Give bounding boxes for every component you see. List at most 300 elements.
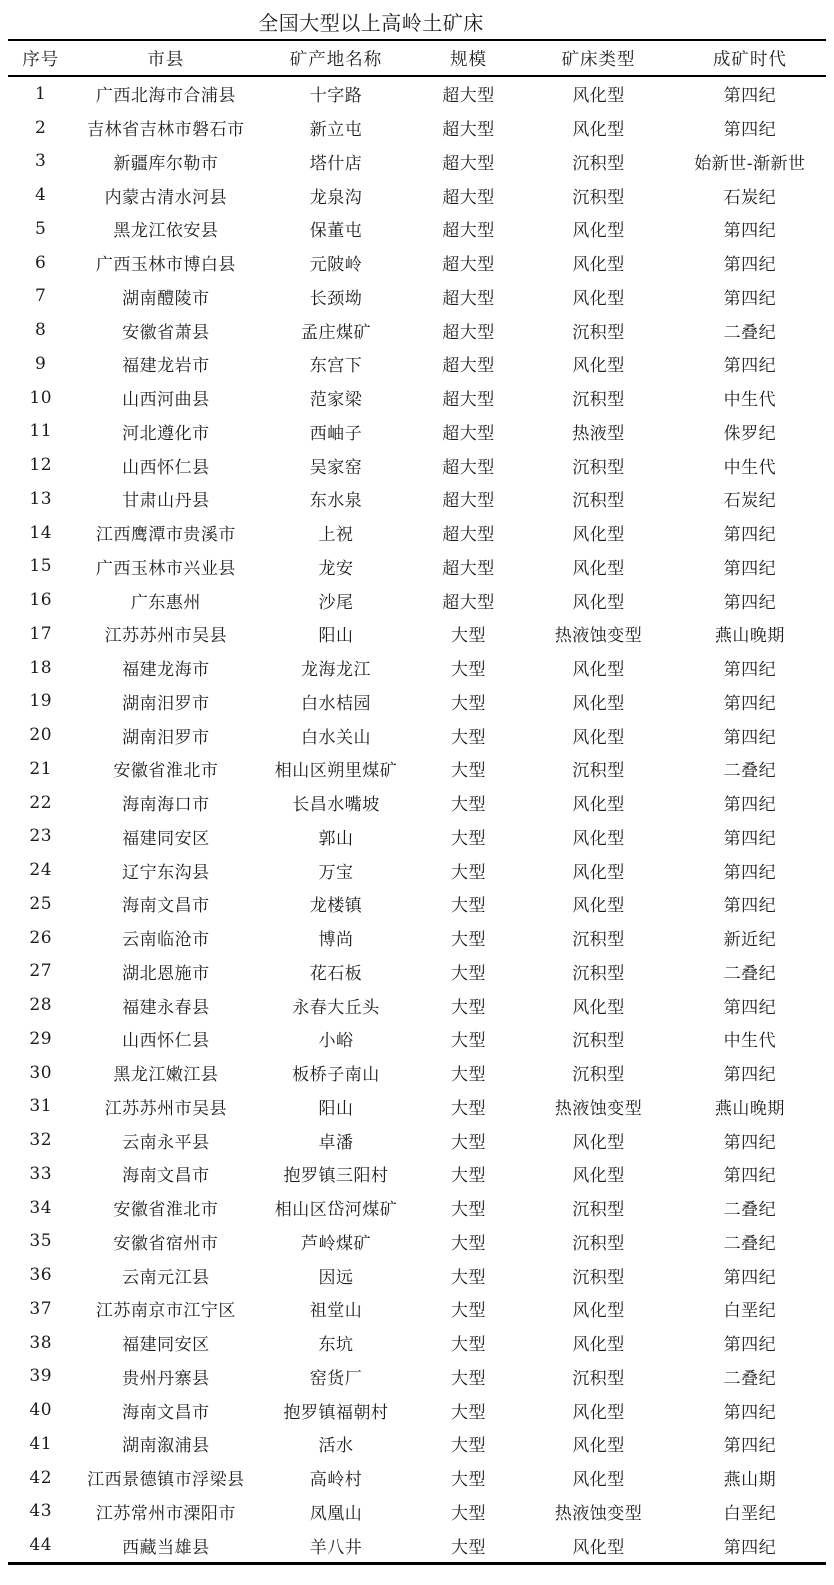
- cell-index: 9: [35, 353, 47, 374]
- column-header-scale: 规模: [414, 40, 524, 76]
- cell-index: 22: [29, 792, 53, 813]
- cell-index: 23: [29, 826, 53, 847]
- column-header-deposit-name: 矿产地名称: [258, 40, 413, 76]
- cell-deposit-name: 相山区朔里煤矿: [274, 761, 398, 782]
- cell-deposit-type: 风化型: [572, 727, 625, 748]
- cell-scale: 大型: [451, 896, 486, 917]
- table-row: [8, 313, 826, 347]
- cell-city-county: 云南元江县: [122, 1267, 210, 1288]
- cell-index: 35: [29, 1231, 53, 1252]
- cell-deposit-type: 风化型: [572, 1402, 625, 1423]
- cell-index: 19: [29, 691, 53, 712]
- cell-index: 25: [29, 893, 53, 914]
- table-row: [8, 786, 826, 820]
- cell-deposit-name: 东宫下: [309, 356, 363, 377]
- cell-era: 二叠纪: [723, 1233, 777, 1254]
- table-row: [8, 448, 826, 482]
- cell-era: 燕山晚期: [714, 626, 785, 647]
- cell-deposit-name: 龙海龙江: [301, 660, 371, 681]
- cell-scale: 大型: [451, 1470, 486, 1491]
- cell-deposit-name: 东坑: [318, 1335, 354, 1356]
- cell-deposit-type: 沉积型: [572, 761, 625, 782]
- table-row: [8, 651, 826, 685]
- cell-deposit-name: 芦岭煤矿: [301, 1233, 371, 1254]
- cell-deposit-name: 西岫子: [309, 423, 363, 444]
- table-row: [8, 1393, 826, 1427]
- cell-deposit-type: 风化型: [572, 795, 625, 816]
- cell-deposit-name: 活水: [318, 1436, 354, 1457]
- cell-deposit-type: 风化型: [572, 828, 625, 849]
- table-body: [8, 76, 826, 1564]
- table-row: [8, 1258, 826, 1292]
- cell-deposit-name: 上祝: [318, 525, 354, 546]
- cell-index: 32: [29, 1130, 53, 1151]
- cell-deposit-type: 风化型: [572, 1166, 625, 1187]
- cell-index: 41: [29, 1433, 53, 1454]
- cell-city-county: 福建永春县: [122, 997, 210, 1018]
- cell-deposit-name: 窑货厂: [309, 1368, 363, 1389]
- cell-city-county: 河北遵化市: [122, 423, 210, 444]
- cell-deposit-name: 龙安: [318, 558, 354, 579]
- cell-city-county: 江西鹰潭市贵溪市: [95, 525, 236, 546]
- cell-era: 第四纪: [723, 862, 777, 883]
- cell-scale: 超大型: [442, 457, 495, 478]
- cell-scale: 超大型: [442, 390, 495, 411]
- cell-scale: 超大型: [442, 288, 495, 309]
- cell-index: 16: [29, 590, 53, 611]
- cell-deposit-name: 板桥子南山: [292, 1065, 380, 1086]
- cell-deposit-name: 万宝: [318, 862, 354, 883]
- cell-city-county: 江苏苏州市吴县: [104, 1098, 228, 1119]
- cell-city-county: 吉林省吉林市磐石市: [87, 120, 245, 141]
- cell-era: 二叠纪: [723, 1200, 777, 1221]
- cell-index: 24: [29, 860, 53, 881]
- table-row: [8, 1292, 826, 1326]
- table-row: [8, 1123, 826, 1157]
- cell-city-county: 福建龙海市: [122, 660, 210, 681]
- cell-era: 二叠纪: [723, 322, 777, 343]
- cell-deposit-type: 风化型: [572, 1470, 625, 1491]
- table-row: [8, 1225, 826, 1259]
- cell-deposit-type: 沉积型: [572, 963, 625, 984]
- cell-deposit-type: 风化型: [572, 558, 625, 579]
- cell-city-county: 安徽省淮北市: [113, 761, 219, 782]
- table-row: [8, 415, 826, 449]
- cell-deposit-name: 小峪: [318, 1031, 354, 1052]
- cell-deposit-name: 相山区岱河煤矿: [274, 1200, 398, 1221]
- cell-deposit-type: 热液型: [572, 423, 625, 444]
- cell-deposit-type: 风化型: [572, 997, 625, 1018]
- cell-scale: 大型: [451, 1233, 486, 1254]
- cell-city-county: 山西河曲县: [122, 390, 210, 411]
- cell-deposit-name: 长颈坳: [309, 288, 363, 309]
- table-row: [8, 280, 826, 314]
- cell-era: 第四纪: [723, 693, 777, 714]
- cell-deposit-type: 沉积型: [572, 930, 625, 951]
- cell-deposit-type: 风化型: [572, 660, 625, 681]
- cell-era: 燕山晚期: [714, 1098, 785, 1119]
- cell-index: 3: [35, 151, 47, 172]
- cell-deposit-name: 十字路: [309, 86, 363, 107]
- cell-scale: 大型: [451, 1098, 486, 1119]
- table-row: [8, 853, 826, 887]
- cell-era: 二叠纪: [723, 963, 777, 984]
- cell-deposit-name: 郭山: [318, 828, 354, 849]
- cell-era: 第四纪: [723, 356, 777, 377]
- cell-index: 21: [29, 758, 53, 779]
- cell-city-county: 江苏苏州市吴县: [104, 626, 228, 647]
- cell-scale: 大型: [451, 1200, 486, 1221]
- cell-deposit-type: 风化型: [572, 1537, 625, 1558]
- kaolin-deposit-table: [8, 39, 826, 1565]
- cell-deposit-type: 沉积型: [572, 1200, 625, 1221]
- cell-era: 第四纪: [723, 795, 777, 816]
- cell-index: 33: [29, 1163, 53, 1184]
- cell-index: 39: [29, 1366, 53, 1387]
- cell-era: 第四纪: [723, 1166, 777, 1187]
- cell-era: 第四纪: [723, 1335, 777, 1356]
- cell-index: 36: [29, 1265, 53, 1286]
- cell-deposit-name: 白水关山: [301, 727, 371, 748]
- cell-scale: 大型: [451, 626, 486, 647]
- cell-era: 新近纪: [723, 930, 777, 951]
- cell-deposit-type: 风化型: [572, 255, 625, 276]
- cell-deposit-name: 阳山: [318, 1098, 354, 1119]
- table-row: [8, 246, 826, 280]
- cell-city-county: 湖南醴陵市: [122, 288, 210, 309]
- table-row: [8, 1022, 826, 1056]
- cell-index: 1: [35, 83, 47, 104]
- table-row: [8, 617, 826, 651]
- cell-scale: 超大型: [442, 525, 495, 546]
- cell-city-county: 广西玉林市兴业县: [95, 558, 236, 579]
- cell-deposit-type: 沉积型: [572, 1267, 625, 1288]
- cell-scale: 大型: [451, 1166, 486, 1187]
- cell-scale: 超大型: [442, 322, 495, 343]
- cell-deposit-type: 风化型: [572, 862, 625, 883]
- cell-index: 17: [29, 623, 53, 644]
- cell-era: 白垩纪: [723, 1503, 777, 1524]
- cell-deposit-type: 风化型: [572, 288, 625, 309]
- table-row: [8, 921, 826, 955]
- table-row: [8, 212, 826, 246]
- cell-city-county: 湖南汨罗市: [122, 727, 210, 748]
- cell-deposit-name: 元陂岭: [309, 255, 363, 276]
- cell-city-county: 山西怀仁县: [122, 457, 210, 478]
- table-row: [8, 1461, 826, 1495]
- cell-city-county: 云南永平县: [122, 1132, 210, 1153]
- cell-city-county: 海南文昌市: [122, 1166, 210, 1187]
- cell-deposit-name: 龙泉沟: [309, 187, 363, 208]
- cell-deposit-type: 风化型: [572, 1301, 625, 1322]
- cell-deposit-type: 风化型: [572, 1132, 625, 1153]
- cell-era: 第四纪: [723, 221, 777, 242]
- cell-deposit-name: 永春大丘头: [292, 997, 380, 1018]
- cell-scale: 大型: [451, 761, 486, 782]
- cell-index: 15: [29, 556, 53, 577]
- table-row: [8, 1090, 826, 1124]
- cell-era: 第四纪: [723, 660, 777, 681]
- cell-deposit-type: 沉积型: [572, 1031, 625, 1052]
- table-row: [8, 1326, 826, 1360]
- cell-era: 石炭纪: [723, 187, 777, 208]
- cell-index: 10: [29, 387, 53, 408]
- cell-deposit-type: 风化型: [572, 1335, 625, 1356]
- cell-deposit-type: 沉积型: [572, 1368, 625, 1389]
- cell-index: 8: [35, 320, 47, 341]
- cell-index: 2: [35, 117, 47, 138]
- cell-era: 第四纪: [723, 727, 777, 748]
- cell-deposit-type: 沉积型: [572, 153, 625, 174]
- column-header-deposit-type: 矿床类型: [523, 40, 674, 76]
- cell-deposit-name: 新立屯: [309, 120, 363, 141]
- cell-scale: 大型: [451, 1267, 486, 1288]
- cell-deposit-name: 抱罗镇福朝村: [283, 1402, 389, 1423]
- cell-city-county: 湖北恩施市: [122, 963, 210, 984]
- cell-index: 20: [29, 725, 53, 746]
- cell-city-county: 辽宁东沟县: [122, 862, 210, 883]
- table-row: [8, 347, 826, 381]
- cell-deposit-type: 沉积型: [572, 322, 625, 343]
- cell-era: 二叠纪: [723, 761, 777, 782]
- cell-era: 第四纪: [723, 1132, 777, 1153]
- cell-index: 27: [29, 961, 53, 982]
- cell-deposit-type: 沉积型: [572, 1065, 625, 1086]
- cell-deposit-type: 沉积型: [572, 491, 625, 512]
- cell-deposit-name: 孟庄煤矿: [301, 322, 371, 343]
- cell-scale: 大型: [451, 1301, 486, 1322]
- cell-era: 中生代: [723, 1031, 777, 1052]
- cell-era: 二叠纪: [723, 1368, 777, 1389]
- cell-deposit-type: 沉积型: [572, 187, 625, 208]
- cell-deposit-name: 羊八井: [309, 1537, 363, 1558]
- table-row: [8, 76, 826, 111]
- cell-city-county: 广西玉林市博白县: [95, 255, 236, 276]
- cell-scale: 超大型: [442, 86, 495, 107]
- cell-index: 5: [35, 218, 47, 239]
- table-row: [8, 1427, 826, 1461]
- cell-deposit-type: 热液蚀变型: [554, 1098, 643, 1119]
- cell-deposit-type: 风化型: [572, 592, 625, 613]
- table-row: [8, 685, 826, 719]
- table-row: [8, 381, 826, 415]
- cell-index: 40: [29, 1400, 53, 1421]
- cell-deposit-type: 风化型: [572, 693, 625, 714]
- cell-scale: 大型: [451, 862, 486, 883]
- table-row: [8, 111, 826, 145]
- cell-city-county: 江苏常州市溧阳市: [95, 1503, 236, 1524]
- cell-era: 第四纪: [723, 997, 777, 1018]
- cell-era: 第四纪: [723, 896, 777, 917]
- cell-city-county: 安徽省宿州市: [113, 1233, 219, 1254]
- table-row: [8, 1056, 826, 1090]
- cell-scale: 超大型: [442, 120, 495, 141]
- cell-deposit-type: 风化型: [572, 86, 625, 107]
- cell-deposit-type: 热液蚀变型: [554, 626, 643, 647]
- cell-scale: 大型: [451, 828, 486, 849]
- cell-deposit-name: 阳山: [318, 626, 354, 647]
- cell-scale: 超大型: [442, 356, 495, 377]
- cell-city-county: 甘肃山丹县: [122, 491, 210, 512]
- cell-era: 白垩纪: [723, 1301, 777, 1322]
- cell-city-county: 海南文昌市: [122, 896, 210, 917]
- cell-scale: 大型: [451, 1065, 486, 1086]
- table-row: [8, 1191, 826, 1225]
- cell-era: 第四纪: [723, 255, 777, 276]
- cell-scale: 超大型: [442, 491, 495, 512]
- cell-scale: 大型: [451, 1335, 486, 1356]
- cell-deposit-name: 花石板: [309, 963, 363, 984]
- cell-deposit-type: 风化型: [572, 221, 625, 242]
- cell-scale: 大型: [451, 1537, 486, 1558]
- cell-city-county: 福建同安区: [122, 1335, 210, 1356]
- cell-era: 第四纪: [723, 1065, 777, 1086]
- table-row: [8, 516, 826, 550]
- cell-city-county: 福建同安区: [122, 828, 210, 849]
- cell-city-county: 海南海口市: [122, 795, 210, 816]
- cell-deposit-type: 风化型: [572, 1436, 625, 1457]
- table-row: [8, 145, 826, 179]
- table-row: [8, 752, 826, 786]
- cell-city-county: 广东惠州: [130, 592, 201, 613]
- table-row: [8, 988, 826, 1022]
- cell-scale: 超大型: [442, 187, 495, 208]
- table-row: [8, 955, 826, 989]
- table-row: [8, 1157, 826, 1191]
- cell-city-county: 安徽省淮北市: [113, 1200, 219, 1221]
- table-row: [8, 550, 826, 584]
- table-row: [8, 887, 826, 921]
- table-row: [8, 820, 826, 854]
- cell-scale: 超大型: [442, 255, 495, 276]
- cell-city-county: 广西北海市合浦县: [95, 86, 236, 107]
- cell-scale: 大型: [451, 1503, 486, 1524]
- cell-scale: 大型: [451, 1402, 486, 1423]
- cell-index: 4: [35, 185, 47, 206]
- cell-city-county: 云南临沧市: [122, 930, 210, 951]
- cell-city-county: 安徽省萧县: [122, 322, 210, 343]
- column-header-index: 序号: [8, 40, 73, 76]
- cell-city-county: 西藏当雄县: [122, 1537, 210, 1558]
- table-row: [8, 1360, 826, 1394]
- cell-city-county: 内蒙古清水河县: [104, 187, 228, 208]
- cell-index: 44: [29, 1535, 53, 1556]
- cell-era: 第四纪: [723, 1436, 777, 1457]
- cell-deposit-type: 热液蚀变型: [554, 1503, 643, 1524]
- cell-index: 13: [29, 488, 53, 509]
- cell-index: 18: [29, 657, 53, 678]
- table-row: [8, 178, 826, 212]
- cell-index: 29: [29, 1028, 53, 1049]
- cell-era: 第四纪: [723, 288, 777, 309]
- cell-era: 第四纪: [723, 86, 777, 107]
- cell-index: 11: [29, 421, 53, 442]
- cell-deposit-name: 塔什店: [309, 153, 363, 174]
- cell-city-county: 新疆库尔勒市: [113, 153, 219, 174]
- cell-scale: 大型: [451, 1132, 486, 1153]
- cell-index: 31: [29, 1096, 53, 1117]
- cell-deposit-name: 卓潘: [318, 1132, 354, 1153]
- cell-deposit-name: 因远: [318, 1267, 354, 1288]
- cell-deposit-type: 风化型: [572, 356, 625, 377]
- cell-deposit-name: 高岭村: [309, 1470, 363, 1491]
- cell-deposit-name: 长昌水嘴坡: [292, 795, 380, 816]
- cell-era: 侏罗纪: [723, 423, 777, 444]
- cell-deposit-name: 博尚: [318, 930, 354, 951]
- cell-index: 34: [29, 1197, 53, 1218]
- cell-era: 第四纪: [723, 120, 777, 141]
- cell-era: 燕山期: [723, 1470, 777, 1491]
- cell-city-county: 黑龙江依安县: [113, 221, 219, 242]
- cell-deposit-name: 保董屯: [309, 221, 363, 242]
- cell-index: 38: [29, 1332, 53, 1353]
- cell-era: 第四纪: [723, 1537, 777, 1558]
- cell-scale: 大型: [451, 693, 486, 714]
- cell-era: 始新世-渐新世: [694, 153, 806, 174]
- cell-index: 43: [29, 1501, 53, 1522]
- cell-deposit-type: 风化型: [572, 525, 625, 546]
- cell-scale: 超大型: [442, 558, 495, 579]
- cell-city-county: 湖南汨罗市: [122, 693, 210, 714]
- cell-era: 第四纪: [723, 558, 777, 579]
- cell-deposit-name: 抱罗镇三阳村: [283, 1166, 389, 1187]
- cell-index: 30: [29, 1062, 53, 1083]
- cell-deposit-name: 祖堂山: [309, 1301, 363, 1322]
- table-row: [8, 1495, 826, 1529]
- cell-deposit-name: 东水泉: [309, 491, 363, 512]
- cell-era: 石炭纪: [723, 491, 777, 512]
- cell-index: 37: [29, 1298, 53, 1319]
- cell-city-county: 江苏南京市江宁区: [95, 1301, 236, 1322]
- cell-scale: 大型: [451, 795, 486, 816]
- cell-deposit-name: 白水桔园: [301, 693, 371, 714]
- cell-city-county: 黑龙江嫩江县: [113, 1065, 219, 1086]
- cell-city-county: 湖南溆浦县: [122, 1436, 210, 1457]
- cell-scale: 大型: [451, 1436, 486, 1457]
- cell-scale: 大型: [451, 1368, 486, 1389]
- cell-scale: 大型: [451, 660, 486, 681]
- cell-era: 第四纪: [723, 592, 777, 613]
- cell-scale: 大型: [451, 727, 486, 748]
- cell-scale: 超大型: [442, 423, 495, 444]
- column-header-city-county: 市县: [73, 40, 258, 76]
- cell-scale: 超大型: [442, 221, 495, 242]
- cell-index: 26: [29, 927, 53, 948]
- cell-index: 12: [29, 455, 53, 476]
- table-row: [8, 583, 826, 617]
- cell-index: 14: [29, 522, 53, 543]
- cell-city-county: 江西景德镇市浮梁县: [87, 1470, 245, 1491]
- cell-deposit-name: 龙楼镇: [309, 896, 363, 917]
- cell-era: 第四纪: [723, 828, 777, 849]
- cell-deposit-type: 风化型: [572, 120, 625, 141]
- cell-city-county: 山西怀仁县: [122, 1031, 210, 1052]
- cell-city-county: 海南文昌市: [122, 1402, 210, 1423]
- cell-index: 42: [29, 1467, 53, 1488]
- cell-deposit-name: 沙尾: [318, 592, 354, 613]
- cell-deposit-type: 风化型: [572, 896, 625, 917]
- cell-deposit-type: 沉积型: [572, 457, 625, 478]
- cell-era: 中生代: [723, 390, 777, 411]
- cell-scale: 大型: [451, 1031, 486, 1052]
- cell-deposit-name: 范家梁: [309, 390, 363, 411]
- table-row: [8, 482, 826, 516]
- table-row: [8, 718, 826, 752]
- cell-scale: 大型: [451, 997, 486, 1018]
- cell-index: 7: [35, 286, 47, 307]
- cell-era: 中生代: [723, 457, 777, 478]
- cell-deposit-name: 凤凰山: [309, 1503, 363, 1524]
